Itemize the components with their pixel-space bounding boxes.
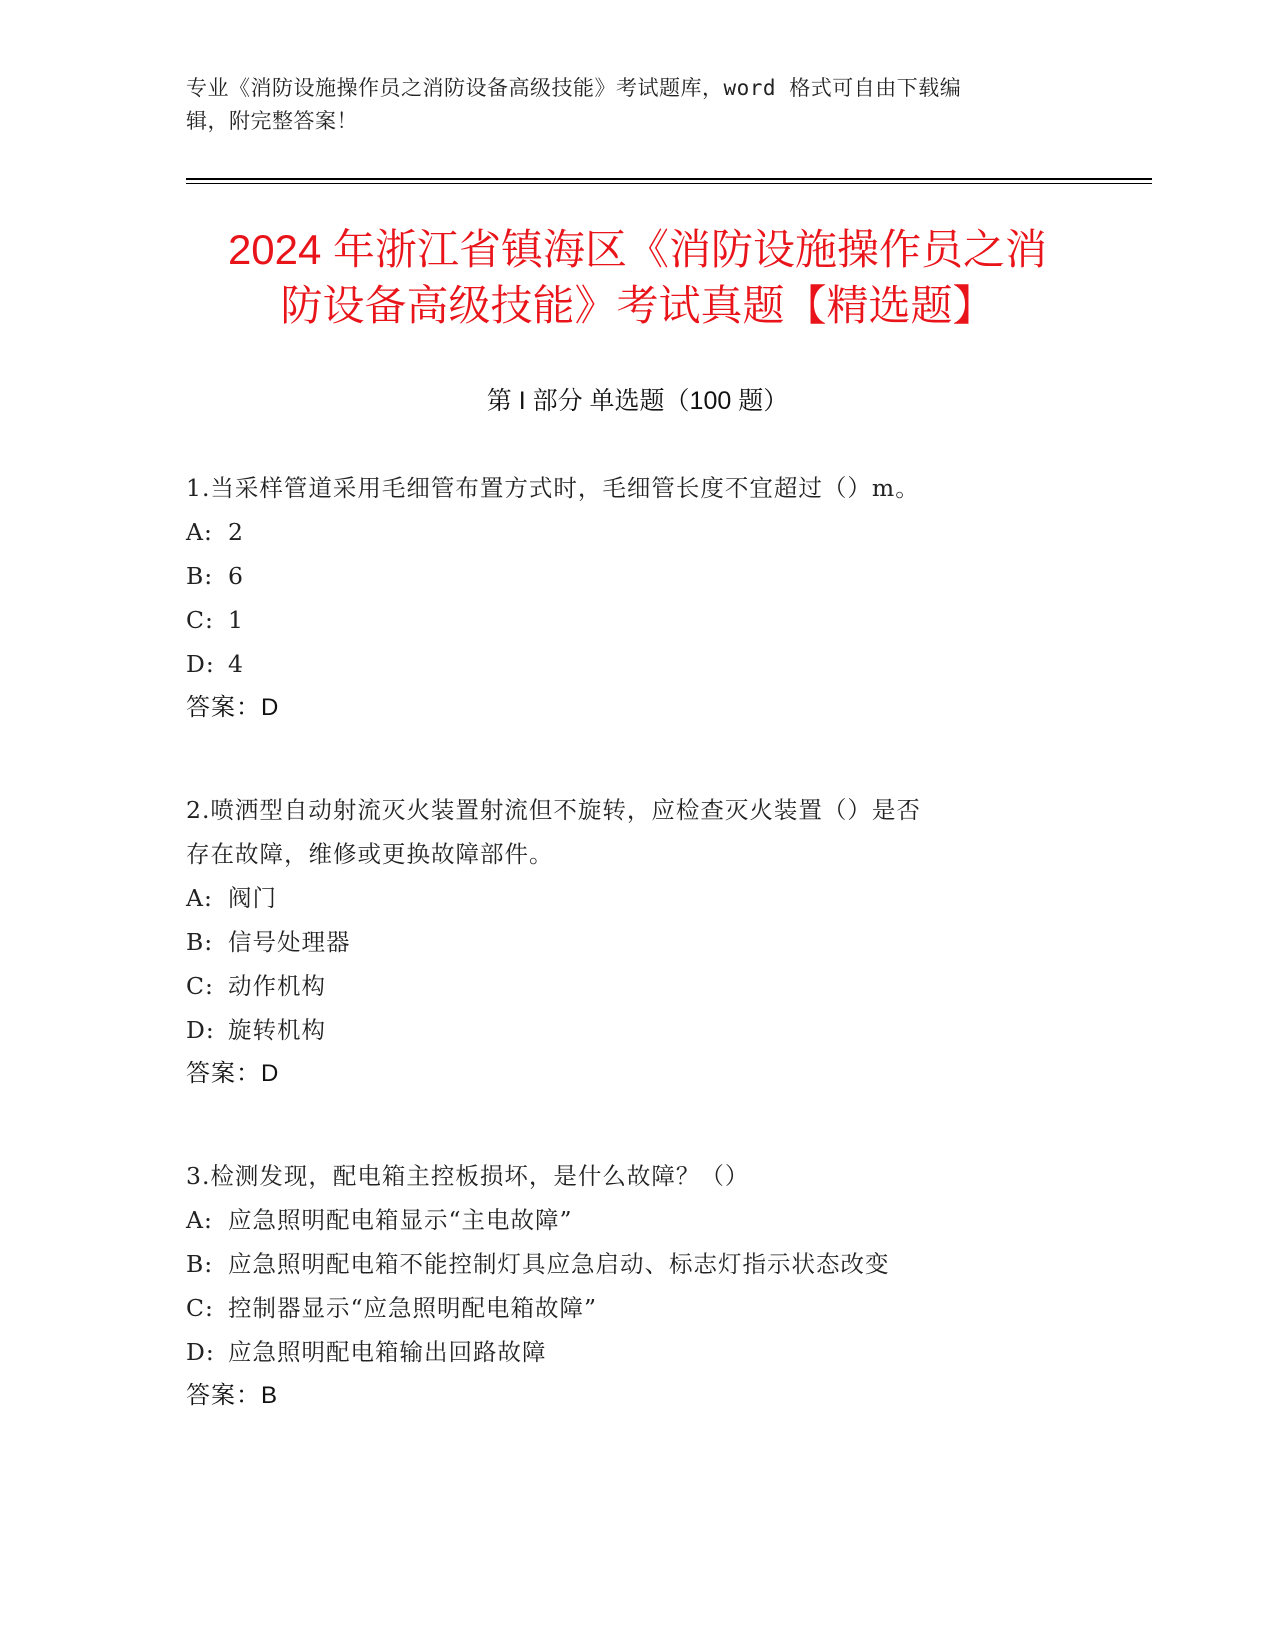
option-letter: D:: [186, 1338, 215, 1366]
option-letter: C:: [186, 606, 214, 634]
option-c: [186, 1286, 1066, 1330]
answer: 答案：B: [186, 1382, 279, 1409]
option-text: 动作机构: [228, 972, 326, 1000]
option-text: 4: [228, 650, 244, 678]
option-c: [186, 598, 1066, 642]
option-b: [186, 1242, 1066, 1286]
question-stem: 3.检测发现，配电箱主控板损坏，是什么故障？（）: [186, 1162, 750, 1190]
option-text: 2: [228, 518, 244, 546]
question-2: [186, 788, 1066, 1096]
header-note-line1: 专业《消防设施操作员之消防设备高级技能》考试题库，word 格式可自由下载编: [186, 76, 962, 100]
option-text: 旋转机构: [228, 1016, 326, 1044]
option-a: [186, 510, 1066, 554]
option-letter: A:: [186, 884, 213, 912]
question-stem-line1: 2.喷洒型自动射流灭火装置射流但不旋转，应检查灭火装置（）是否: [186, 796, 921, 824]
header-note-line2: 辑，附完整答案！: [186, 109, 358, 133]
option-b: [186, 920, 1066, 964]
option-a: [186, 1198, 1066, 1242]
document-title-line1: 2024 年浙江省镇海区《消防设施操作员之消: [227, 226, 1048, 273]
answer: 答案：D: [186, 694, 280, 721]
option-letter: A:: [186, 1206, 213, 1234]
option-text: 应急照明配电箱不能控制灯具应急启动、标志灯指示状态改变: [228, 1250, 890, 1278]
option-letter: B:: [186, 562, 214, 590]
option-letter: D:: [186, 650, 215, 678]
option-letter: A:: [186, 518, 213, 546]
document-title: [150, 222, 1125, 334]
option-d: [186, 1008, 1066, 1052]
option-letter: B:: [186, 1250, 214, 1278]
question-stem-line2: 存在故障，维修或更换故障部件。: [186, 840, 554, 868]
option-d: [186, 1330, 1066, 1374]
option-c: [186, 964, 1066, 1008]
option-text: 应急照明配电箱输出回路故障: [228, 1338, 547, 1366]
option-letter: C:: [186, 1294, 214, 1322]
option-text: 信号处理器: [228, 928, 351, 956]
option-text: 阀门: [228, 884, 277, 912]
answer: 答案：D: [186, 1060, 280, 1087]
option-a: [186, 876, 1066, 920]
option-b: [186, 554, 1066, 598]
header-note: [186, 72, 1066, 138]
option-letter: D:: [186, 1016, 215, 1044]
question-stem: 1.当采样管道采用毛细管布置方式时，毛细管长度不宜超过（）m。: [186, 474, 920, 502]
section-heading: 第 I 部分 单选题（100 题）: [486, 387, 789, 415]
option-letter: B:: [186, 928, 214, 956]
option-text: 控制器显示“应急照明配电箱故障”: [228, 1294, 598, 1322]
question-1: [186, 466, 1066, 730]
option-letter: C:: [186, 972, 214, 1000]
option-text: 6: [228, 562, 244, 590]
header-rule-thin: [186, 183, 1152, 184]
question-3: [186, 1154, 1066, 1418]
option-text: 应急照明配电箱显示“主电故障”: [228, 1206, 573, 1234]
option-text: 1: [228, 606, 244, 634]
document-title-line2: 防设备高级技能》考试真题【精选题】: [280, 282, 995, 329]
header-rule-thick: [186, 178, 1152, 180]
option-d: [186, 642, 1066, 686]
